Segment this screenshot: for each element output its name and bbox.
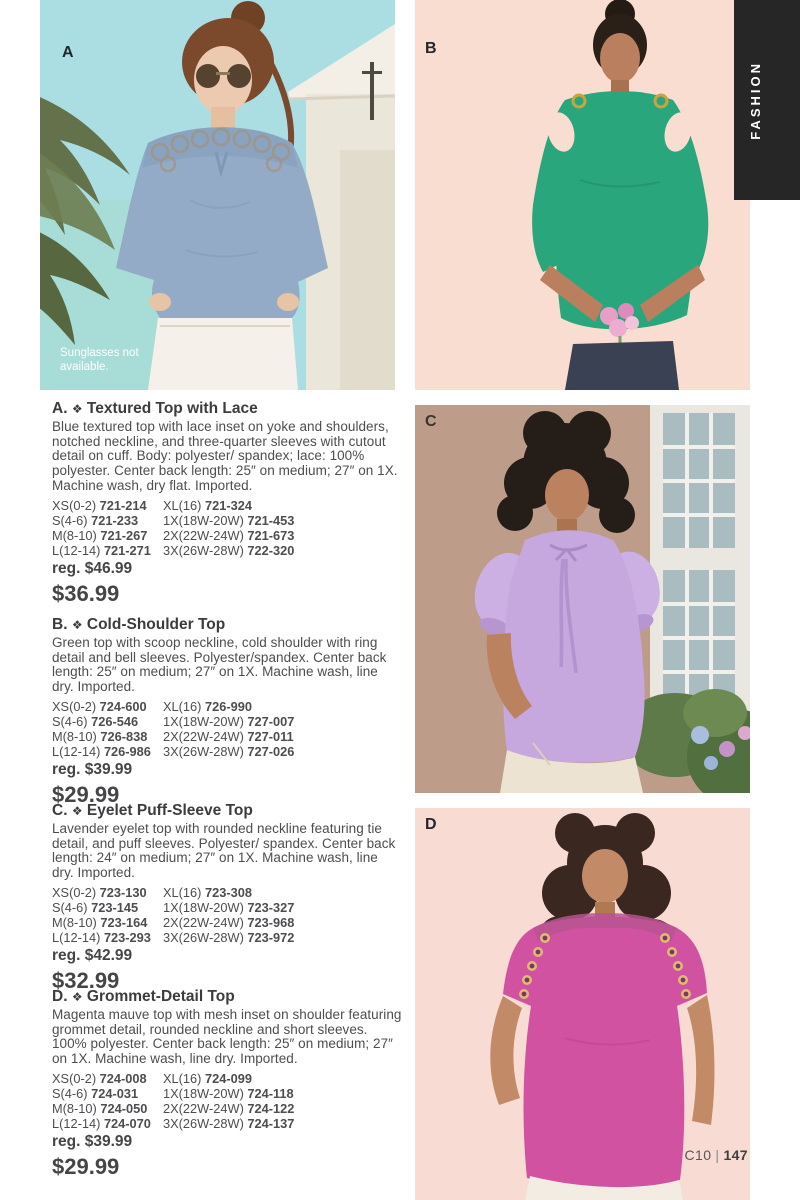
product-b-size-table <box>52 699 402 759</box>
regular-price: reg. $42.99 <box>52 946 133 964</box>
photo-c-illustration <box>415 405 750 793</box>
product-d-size-table <box>52 1071 402 1131</box>
page-code: C10 <box>684 1147 712 1163</box>
size-entry: L(12-14) 721-271 <box>52 542 151 558</box>
product-letter: C. <box>52 802 68 819</box>
fashion-tab-label: FASHION <box>747 60 763 140</box>
size-entry: 1X(18W-20W) 724-118 <box>163 1085 294 1101</box>
page-number-separator: | <box>715 1147 720 1163</box>
size-entry: XS(0-2) 724-008 <box>52 1070 147 1086</box>
sale-price: $32.99 <box>52 967 120 993</box>
photo-d-illustration <box>415 808 750 1200</box>
product-name: Grommet-Detail Top <box>86 988 235 1005</box>
diamond-icon: ❖ <box>71 804 83 818</box>
sale-price: $29.99 <box>52 781 120 807</box>
photo-label-d: D <box>425 816 438 833</box>
product-section-b <box>52 616 402 808</box>
regular-price: reg. $39.99 <box>52 1132 133 1150</box>
size-entry: 3X(26W-28W) 722-320 <box>163 542 295 558</box>
size-entry: S(4-6) 721-233 <box>52 512 139 528</box>
regular-price: reg. $39.99 <box>52 760 133 778</box>
size-entry: XL(16) 724-099 <box>163 1070 252 1086</box>
size-entry: M(8-10) 723-164 <box>52 914 148 930</box>
product-section-d <box>52 988 402 1180</box>
photo-label-b: B <box>425 40 438 57</box>
house-window <box>650 405 750 725</box>
product-letter: D. <box>52 988 68 1005</box>
size-entry: XS(0-2) 723-130 <box>52 884 147 900</box>
product-d-description: Magenta mauve top with mesh inset on shoulder featuring grommet detail, rounded neckline and short sleeves. 100% polyester. Center back length: 25″ on medium; 27″ on 1X. Machine wash, line dry. Imported. <box>52 1007 402 1067</box>
product-section-c <box>52 802 402 994</box>
size-entry: 2X(22W-24W) 723-968 <box>163 914 295 930</box>
photo-b-cold-shoulder-top <box>415 0 750 390</box>
size-entry: L(12-14) 726-986 <box>52 743 151 759</box>
size-entry: XL(16) 723-308 <box>163 884 252 900</box>
size-entry: 1X(18W-20W) 727-007 <box>163 713 295 729</box>
size-entry: 2X(22W-24W) 727-011 <box>163 728 294 744</box>
size-entry: M(8-10) 724-050 <box>52 1100 148 1116</box>
regular-price: reg. $46.99 <box>52 559 133 577</box>
sale-price: $29.99 <box>52 1153 120 1179</box>
product-a-description: Blue textured top with lace inset on yoke and shoulders, notched neckline, and three-quarter sleeves with cutout detail on cuff. Body: polyester/ spandex; lace: 100% polyester. Center back length: 25″ on medium; 27″ on 1X. Machine wash, dry flat. Imported. <box>52 419 398 493</box>
photo-a-illustration <box>40 0 395 390</box>
product-b-description: Green top with scoop neckline, cold shoulder with ring detail and bell sleeves. Polyester/spandex. Center back length: 25″ on medium; 27″ on 1X. Machine wash, line dry. Imported. <box>52 635 387 695</box>
product-name: Cold-Shoulder Top <box>86 616 226 633</box>
diamond-icon: ❖ <box>71 990 83 1004</box>
product-a-heading <box>52 400 402 418</box>
size-entry: XS(0-2) 724-600 <box>52 698 147 714</box>
size-entry: 3X(26W-28W) 723-972 <box>163 929 295 945</box>
product-section-a <box>52 400 402 607</box>
page-number <box>685 1147 749 1163</box>
fashion-section-tab <box>734 0 800 200</box>
product-letter: A. <box>52 400 68 417</box>
size-entry: XS(0-2) 721-214 <box>52 497 147 513</box>
product-b-heading <box>52 616 402 634</box>
size-entry: 2X(22W-24W) 724-122 <box>163 1100 295 1116</box>
photo-label-a: A <box>62 44 75 61</box>
diamond-icon: ❖ <box>71 402 83 416</box>
photo-b-illustration <box>415 0 750 390</box>
size-entry: 3X(26W-28W) 727-026 <box>163 743 295 759</box>
size-entry: 3X(26W-28W) 724-137 <box>163 1115 295 1131</box>
product-c-description: Lavender eyelet top with rounded neckline featuring tie detail, and puff sleeves. Polyester/ spandex. Center back length: 24″ on medium; 27″ on 1X. Machine wash, line dry. Imported. <box>52 821 396 881</box>
size-entry: M(8-10) 721-267 <box>52 527 148 543</box>
diamond-icon: ❖ <box>71 618 83 632</box>
sunglasses-note: Sunglasses not available. <box>60 347 139 373</box>
product-a-size-table <box>52 498 402 558</box>
product-c-heading <box>52 802 402 820</box>
size-entry: S(4-6) 723-145 <box>52 899 139 915</box>
product-name: Textured Top with Lace <box>86 400 258 417</box>
photo-label-c: C <box>425 413 438 430</box>
photo-d-grommet-detail-top <box>415 808 750 1200</box>
size-entry: 1X(18W-20W) 721-453 <box>163 512 295 528</box>
sale-price: $36.99 <box>52 580 120 606</box>
page-number-value: 147 <box>723 1147 748 1163</box>
product-c-size-table <box>52 885 402 945</box>
size-entry: XL(16) 721-324 <box>163 497 252 513</box>
product-letter: B. <box>52 616 68 633</box>
photo-c-eyelet-puff-sleeve-top <box>415 405 750 793</box>
size-entry: L(12-14) 723-293 <box>52 929 151 945</box>
size-entry: L(12-14) 724-070 <box>52 1115 151 1131</box>
size-entry: XL(16) 726-990 <box>163 698 252 714</box>
product-d-heading <box>52 988 402 1006</box>
size-entry: 1X(18W-20W) 723-327 <box>163 899 295 915</box>
size-entry: S(4-6) 726-546 <box>52 713 139 729</box>
product-name: Eyelet Puff-Sleeve Top <box>86 802 253 819</box>
photo-a-textured-lace-top <box>40 0 395 390</box>
size-entry: 2X(22W-24W) 721-673 <box>163 527 295 543</box>
size-entry: M(8-10) 726-838 <box>52 728 148 744</box>
size-entry: S(4-6) 724-031 <box>52 1085 139 1101</box>
